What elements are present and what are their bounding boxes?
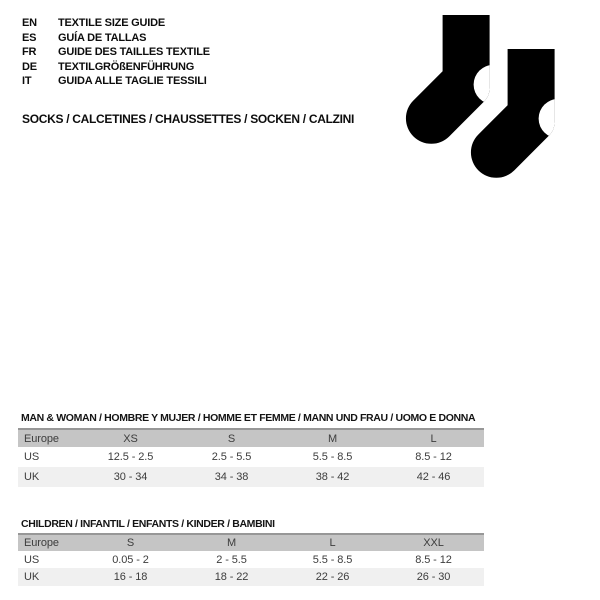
language-row xyxy=(22,60,210,75)
size-value: 8.5 - 12 xyxy=(415,451,452,463)
size-value: 2 - 5.5 xyxy=(216,553,247,566)
socks-icon xyxy=(400,10,570,185)
size-grid-children xyxy=(18,533,484,586)
language-row xyxy=(22,16,210,31)
language-code: ES xyxy=(22,31,37,44)
language-label: GUIDA ALLE TAGLIE TESSILI xyxy=(58,75,207,87)
size-value: 12.5 - 2.5 xyxy=(107,451,154,463)
column-header: XS xyxy=(80,428,181,447)
column-header: Europe xyxy=(18,428,80,447)
column-header: S xyxy=(181,428,282,447)
language-label: GUÍA DE TALLAS xyxy=(58,31,147,44)
size-value: 16 - 18 xyxy=(80,568,181,586)
column-header: L xyxy=(282,533,383,551)
region-label: UK xyxy=(18,568,80,586)
language-label: TEXTILE SIZE GUIDE xyxy=(58,17,166,29)
language-code: DE xyxy=(22,60,37,73)
language-code: FR xyxy=(22,46,37,58)
size-value: 34 - 38 xyxy=(181,467,282,487)
column-header: XXL xyxy=(383,533,484,551)
column-header: L xyxy=(383,428,484,447)
category-title: SOCKS / CALCETINES / CHAUSSETTES / SOCKEN / CALZINI xyxy=(22,112,355,126)
language-row xyxy=(22,45,210,60)
size-value: 2.5 - 5.5 xyxy=(211,451,252,463)
size-value: 42 - 46 xyxy=(383,467,484,487)
region-label: US xyxy=(24,553,40,566)
region-label: UK xyxy=(18,467,80,487)
size-value: 0.05 - 2 xyxy=(112,553,149,566)
column-header: S xyxy=(80,533,181,551)
region-label: US xyxy=(24,451,40,463)
size-value: 18 - 22 xyxy=(181,568,282,586)
column-header: M xyxy=(282,428,383,447)
size-table-children xyxy=(18,519,484,586)
column-header: Europe xyxy=(18,533,80,551)
size-table-adults xyxy=(18,413,484,487)
language-row xyxy=(22,31,210,46)
size-value: 5.5 - 8.5 xyxy=(312,451,353,463)
size-value: 8.5 - 12 xyxy=(415,553,452,566)
size-value: 30 - 34 xyxy=(80,467,181,487)
language-label: TEXTILGRÖßENFÜHRUNG xyxy=(58,60,195,73)
size-value: 38 - 42 xyxy=(282,467,383,487)
language-label: GUIDE DES TAILLES TEXTILE xyxy=(58,46,210,58)
language-code: EN xyxy=(22,17,37,29)
column-header: M xyxy=(181,533,282,551)
language-list xyxy=(22,16,210,89)
size-value: 22 - 26 xyxy=(282,568,383,586)
size-value: 26 - 30 xyxy=(383,568,484,586)
language-code: IT xyxy=(22,75,32,87)
size-value: 5.5 - 8.5 xyxy=(312,553,353,566)
table-title-adults: MAN & WOMAN / HOMBRE Y MUJER / HOMME ET FEMME / MANN UND FRAU / UOMO E DONNA xyxy=(21,412,476,424)
language-row xyxy=(22,74,210,89)
size-grid-adults xyxy=(18,428,484,487)
table-title-children: CHILDREN / INFANTIL / ENFANTS / KINDER / BAMBINI xyxy=(21,518,275,530)
